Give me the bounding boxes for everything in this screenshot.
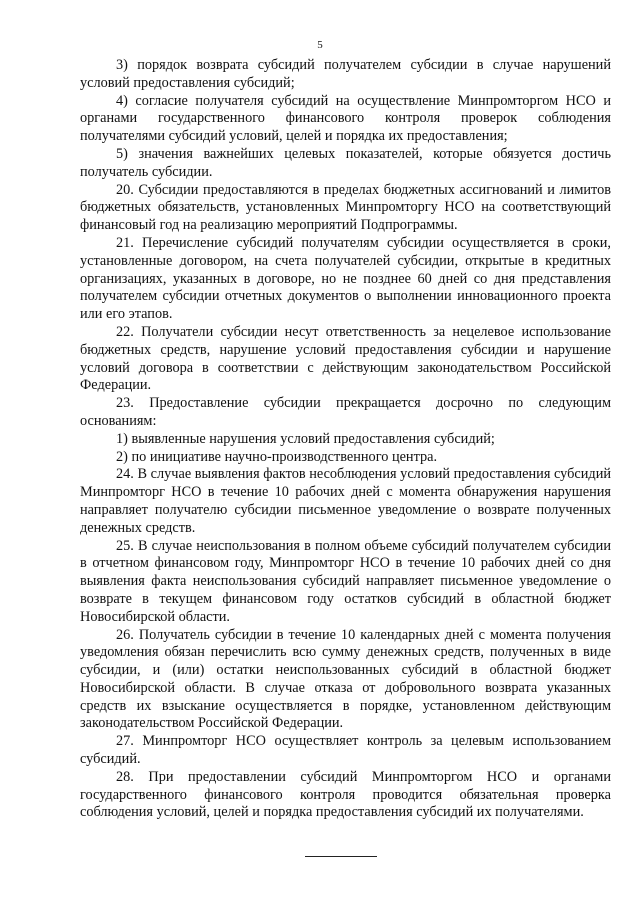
paragraph-23-item-2: 2) по инициативе научно-производственного центра. [116,448,438,465]
paragraph-21: 21. Перечисление субсидий получателям субсидии осуществляется в сроки, установленные договором, на счета получателей субсидии, открытые в кредитных организациях, указанных в договоре, но не позднее 60 дней со дня представления получателем субсидии отчетных документов о выполнении инновационного проекта или его этапов. [80,234,611,323]
paragraph-20: 20. Субсидии предоставляются в пределах бюджетных ассигнований и лимитов бюджетных обязательств, установленных Минпромторгу НСО на соответствующий финансовый год на реализацию мероприятий Подпрограммы. [80,181,611,234]
end-separator-line [305,856,377,857]
paragraph-item-5: 5) значения важнейших целевых показателей, которые обязуется достичь получатель субсидии. [80,145,611,180]
paragraph-item-4: 4) согласие получателя субсидий на осуществление Минпромторгом НСО и органами государственного финансового контроля проверок соблюдения получателями субсидий условий, целей и порядка их предоставления; [80,92,611,145]
paragraph-27: 27. Минпромторг НСО осуществляет контроль за целевым использованием субсидий. [80,733,611,768]
document-body [80,57,611,822]
paragraph-28: 28. При предоставлении субсидий Минпромторгом НСО и органами государственного финансового контроля проводится обязательная проверка соблюдения условий, целей и порядка предоставления субсидий их получателями. [80,768,611,821]
paragraph-23: 23. Предоставление субсидии прекращается досрочно по следующим основаниям: [80,395,611,429]
paragraph-22: 22. Получатели субсидии несут ответственность за нецелевое использование бюджетных средств, нарушение условий предоставления субсидии и нарушение условий договора в соответствии с действующим законодательством Российской Федерации. [80,323,611,394]
paragraph-23-item-1: 1) выявленные нарушения условий предоставления субсидий; [116,430,495,447]
paragraph-item-3: 3) порядок возврата субсидий получателем субсидии в случае нарушений условий предоставления субсидий; [80,57,611,91]
page-number: 5 [317,39,323,51]
paragraph-26: 26. Получатель субсидии в течение 10 календарных дней с момента получения уведомления обязан перечислить всю сумму денежных средств, полученных в виде субсидии, и (или) остатки неиспользованных субсидий в областной бюджет Новосибирской области. В случае отказа от добровольного возврата указанных средств их взыскание осуществляется в порядке, установленном действующим законодательством Российской Федерации. [80,626,611,732]
paragraph-24: 24. В случае выявления фактов несоблюдения условий предоставления субсидий Минпромторг НСО в течение 10 рабочих дней с момента обнаружения нарушения направляет получателю субсидии письменное уведомление о возврате полученных денежных средств. [80,466,611,536]
paragraph-25: 25. В случае неиспользования в полном объеме субсидий получателем субсидии в отчетном финансовом году, Минпромторг НСО в течение 10 рабочих дней со дня выявления факта неиспользования субсидий направляет письменное уведомление о возврате в текущем финансовом году остатков субсидий в областной бюджет Новосибирской области. [80,537,611,625]
